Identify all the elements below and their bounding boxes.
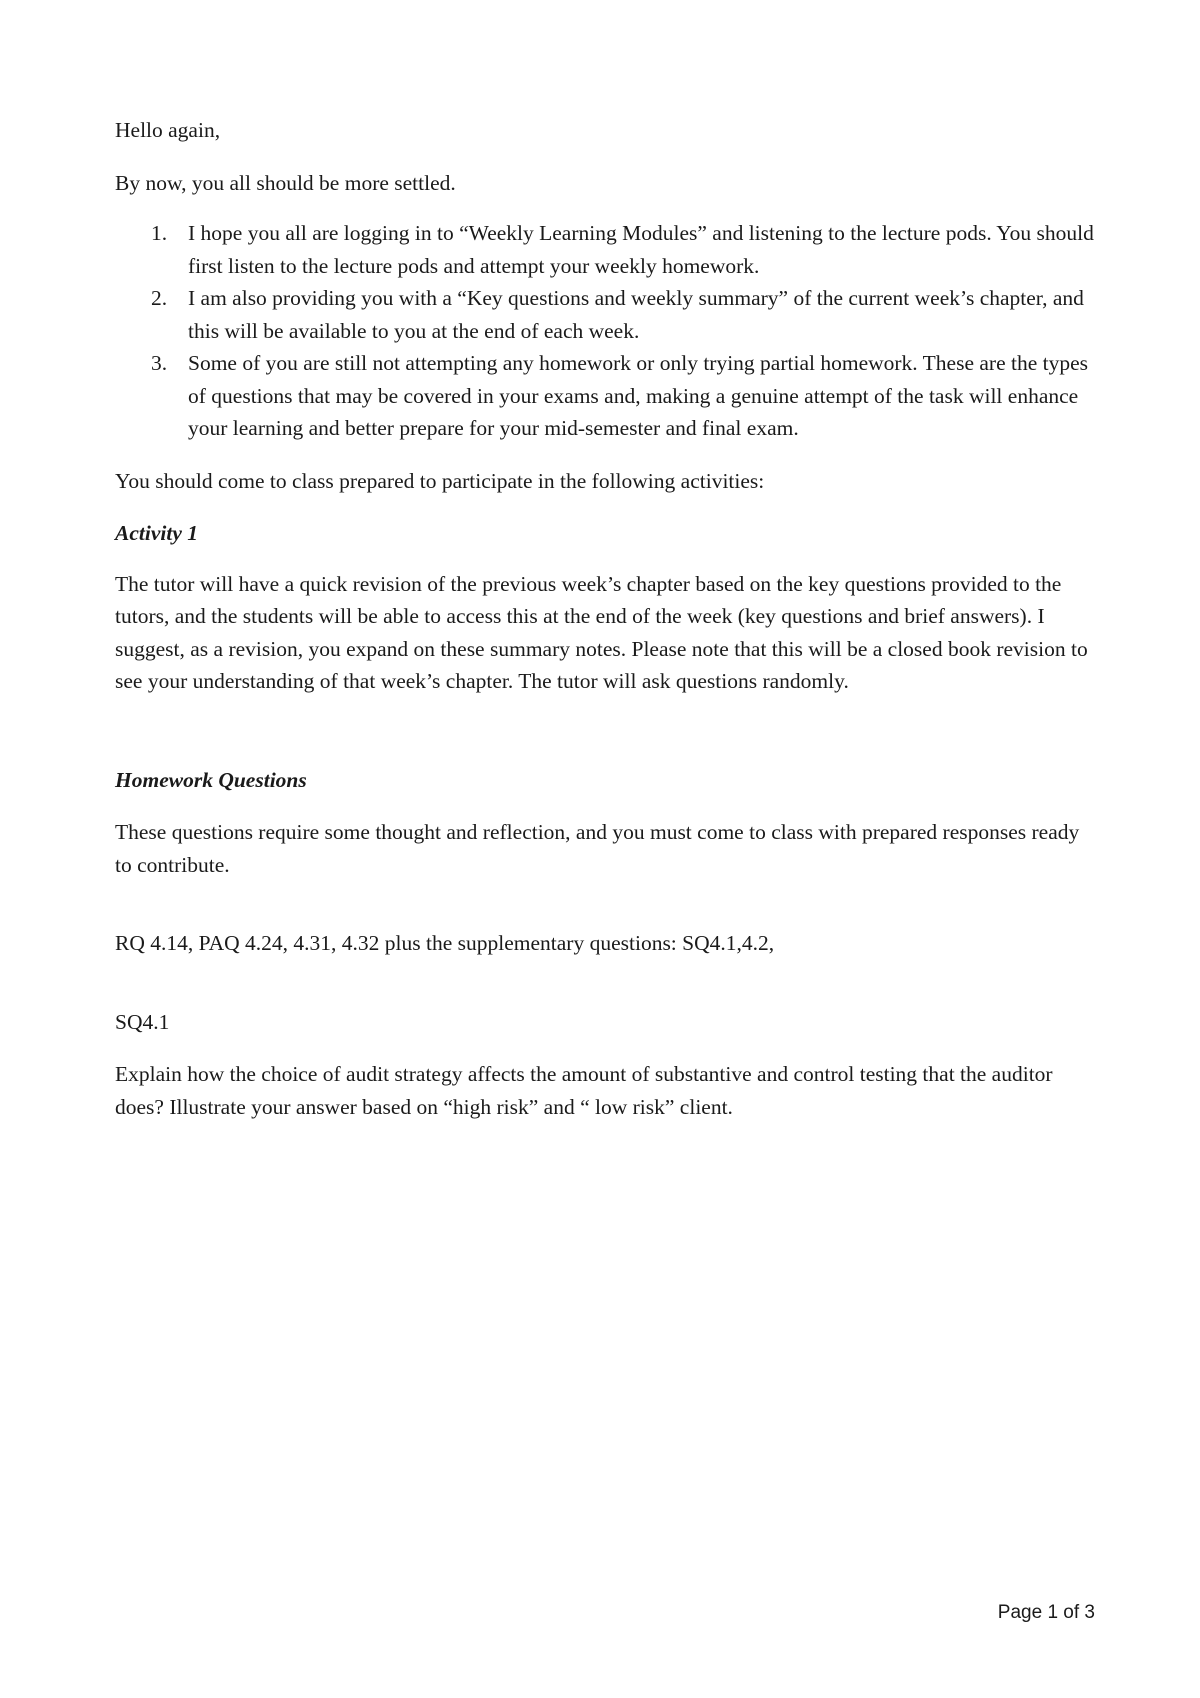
list-item: [115, 217, 1095, 282]
list-item: [115, 282, 1095, 347]
homework-heading: Homework Questions: [115, 767, 307, 792]
activity-paragraph: The tutor will have a quick revision of the previous week’s chapter based on the key questions provided to the tutors, and the students will be able to access this at the end of the week (key questions and brief answers). I suggest, as a revision, you expand on these summary notes. Please note that this will be a closed book revision to see your understanding of that week’s chapter. The tutor will ask questions randomly.: [115, 571, 1088, 693]
question-text: Explain how the choice of audit strategy affects the amount of substantive and control testing that the auditor does? Illustrate your answer based on “high risk” and “ low risk” client.: [115, 1062, 1053, 1119]
question-label: SQ4.1: [115, 1009, 170, 1034]
activity-heading: Activity 1: [115, 521, 198, 545]
greeting: Hello again,: [115, 118, 221, 142]
list-item: [115, 347, 1095, 445]
numbered-list: [115, 217, 1095, 445]
list-item-number: 2.: [151, 286, 168, 310]
list-item-text: Some of you are still not attempting any homework or only trying partial homework. These are the types of questions that may be covered in your exams and, making a genuine attempt of the task will enhance your learning and better prepare for your mid-semester and final exam.: [188, 351, 1089, 440]
list-item-text: I hope you all are logging in to “Weekly Learning Modules” and listening to the lecture pods. You should first listen to the lecture pods and attempt your weekly homework.: [188, 221, 1094, 278]
page-number: Page 1 of 3: [997, 1602, 1095, 1623]
list-item-number: 3.: [151, 351, 168, 375]
intro-paragraph: By now, you all should be more settled.: [115, 170, 456, 195]
list-item-number: 1.: [151, 221, 168, 245]
questions-line: RQ 4.14, PAQ 4.24, 4.31, 4.32 plus the supplementary questions: SQ4.1,4.2,: [115, 931, 775, 955]
document-body: [115, 114, 1095, 1123]
list-item-text: I am also providing you with a “Key questions and weekly summary” of the current week’s chapter, and this will be available to you at the end of each week.: [188, 286, 1084, 343]
homework-paragraph: These questions require some thought and reflection, and you must come to class with prepared responses ready to contribute.: [115, 820, 1080, 877]
preparation-paragraph: You should come to class prepared to participate in the following activities:: [115, 468, 765, 493]
